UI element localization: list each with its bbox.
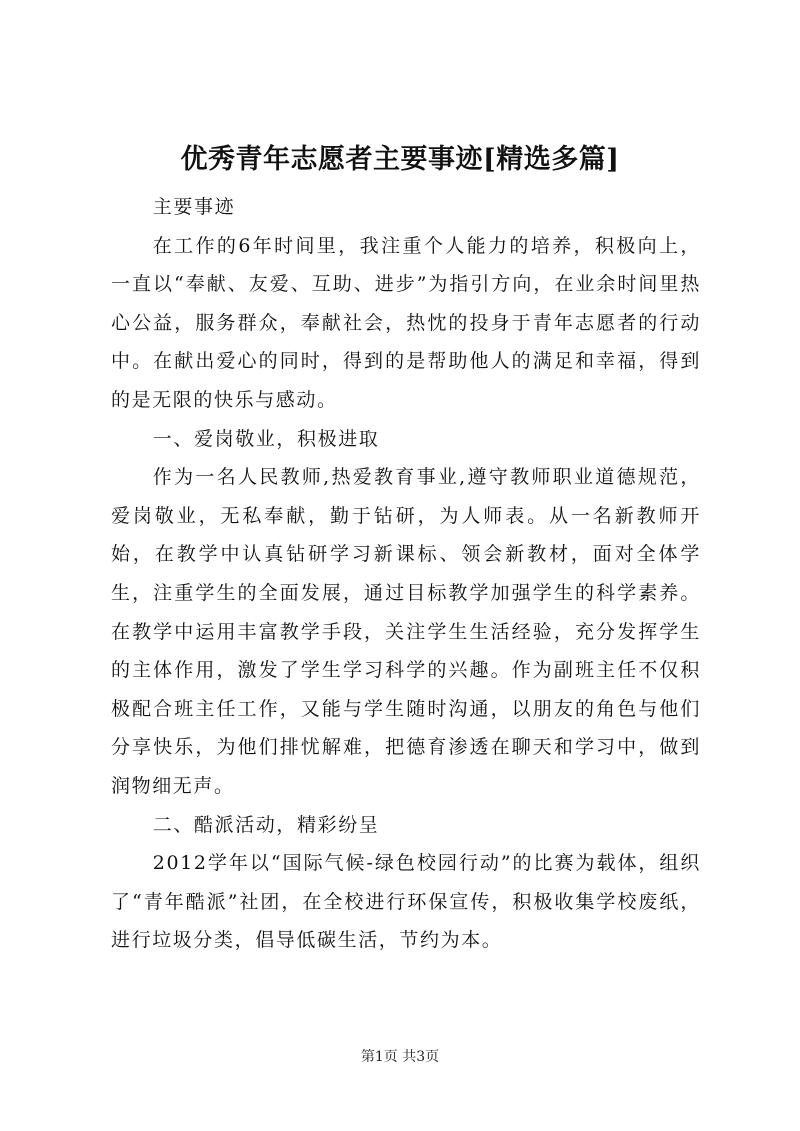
page-number-footer: 第1页 共3页 [360,1049,440,1065]
body-paragraph: 作为一名人民教师,热爱教育事业,遵守教师职业道德规范，爱岗敬业，无私奉献，勤于钻研，为人师表。从一名新教师开始，在教学中认真钻研学习新课标、领会新教材，面对全体学生，注重学生的全面发展，通过目标教学加强学生的科学素养。在教学中运用丰富教学手段，关注学生生活经验，充分发挥学生的主体作用，激发了学生学习科学的兴趣。作为副班主任不仅积极配合班主任工作，又能与学生随时沟通，以朋友的角色与他们分享快乐，为他们排忧解难，把德育渗透在聊天和学习中，做到润物细无声。 [111,466,701,797]
document-title: 优秀青年志愿者主要事迹[精选多篇] [180,144,620,175]
section-heading-main-deeds: 主要事迹 [152,196,236,218]
body-paragraph: 在工作的6年时间里，我注重个人能力的培养，积极向上，一直以“奉献、友爱、互助、进步”为指引方向，在业余时间里热心公益，服务群众，奉献社会，热忱的投身于青年志愿者的行动中。在献出爱心的同时，得到的是帮助他人的满足和幸福，得到的是无限的快乐与感动。 [111,234,701,411]
section-heading-activities: 二、酷派活动，精彩纷呈 [152,813,380,836]
document-body [111,188,701,960]
section-heading-dedication: 一、爱岗敬业，积极进取 [152,427,380,450]
body-paragraph: 2012学年以“国际气候-绿色校园行动”的比赛为载体，组织了“青年酷派”社团，在全校进行环保宣传，积极收集学校废纸，进行垃圾分类，倡导低碳生活，节约为本。 [111,852,701,952]
